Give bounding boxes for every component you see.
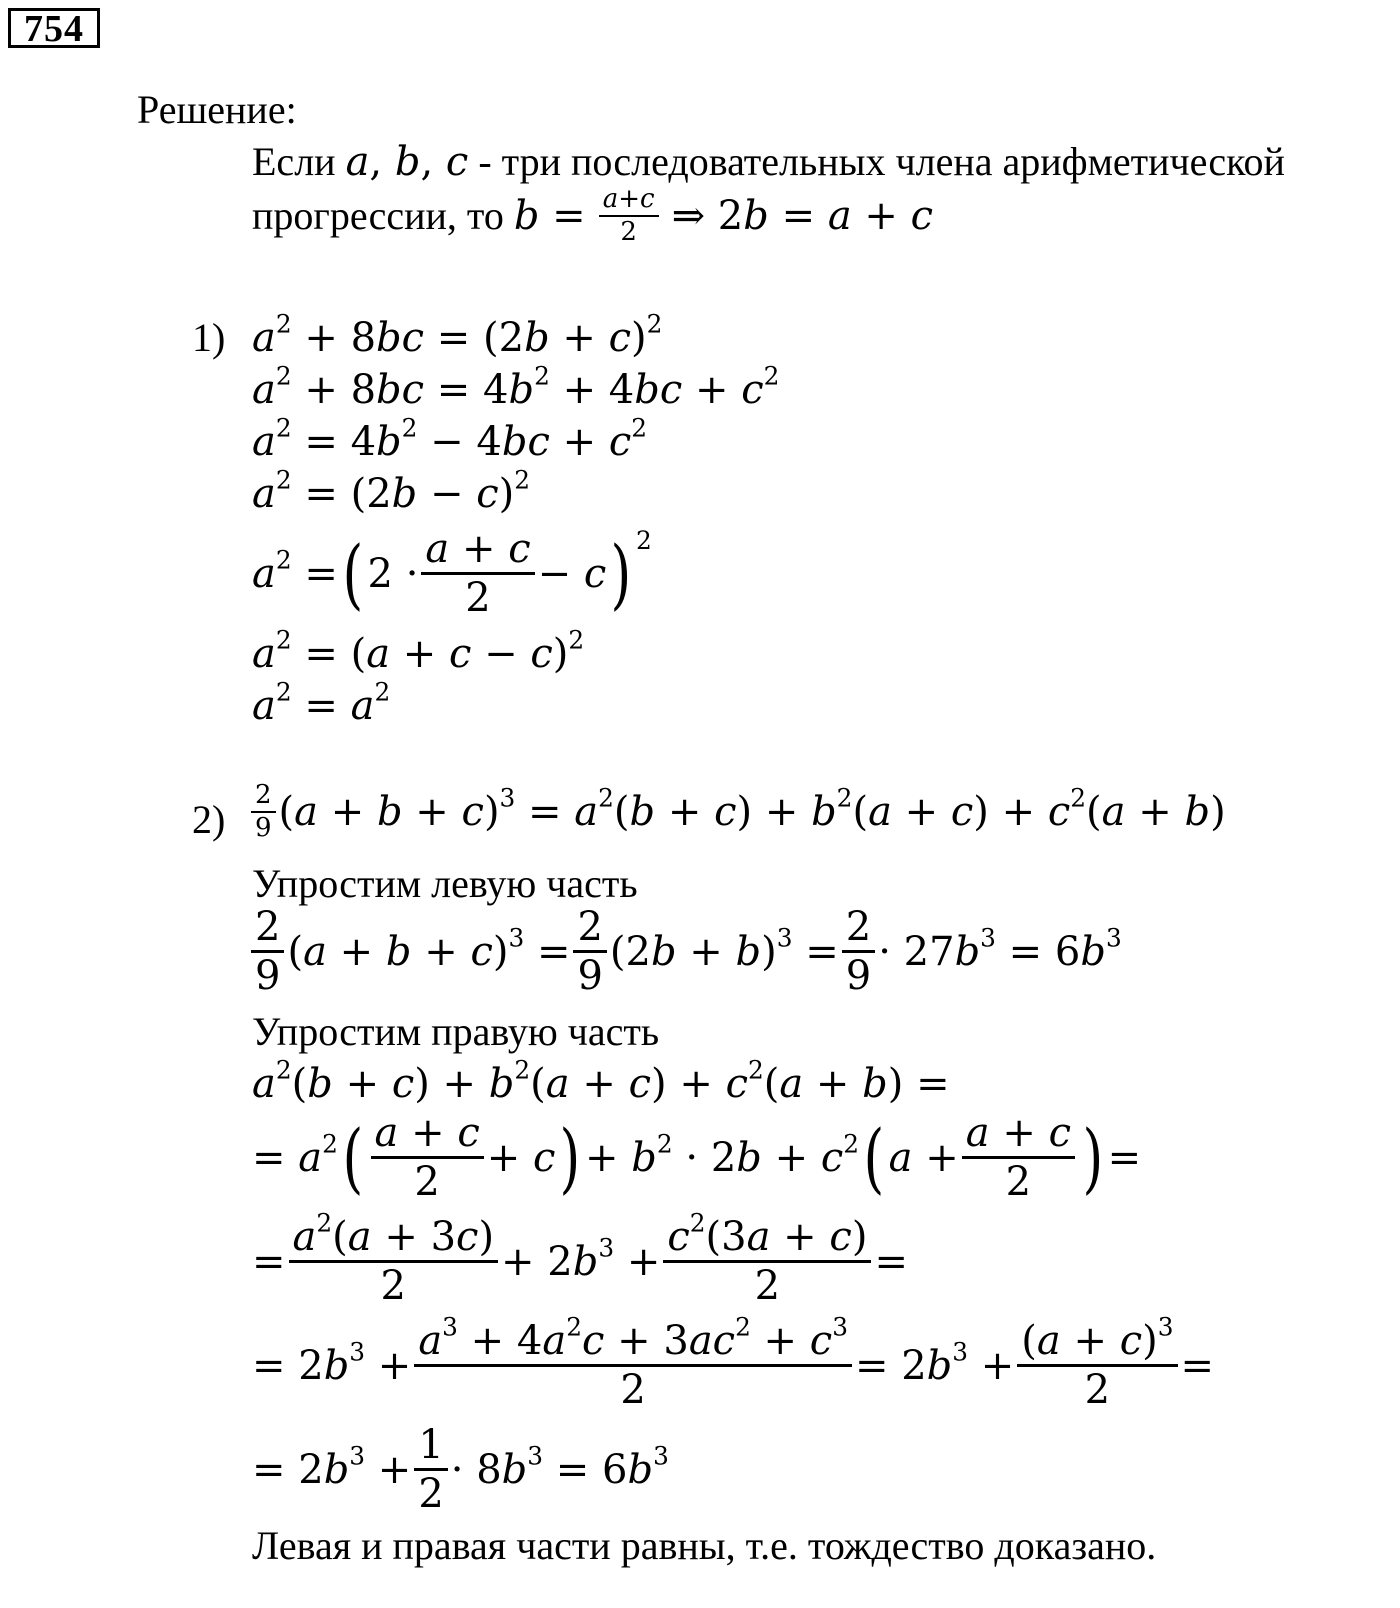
left-side-heading: Упростим левую часть (252, 861, 638, 906)
right-line-5: = $2b^3$ + $\frac{1}{2}$ · $8b^3 = 6b^3$ (252, 1422, 669, 1517)
part1-line-6: $a^2 = (a + c - c)^2$ (252, 625, 585, 677)
part2-label: 2) (192, 797, 226, 842)
right-line-2: = $a^2$( $\frac{a + c}{2}$ + $c) + b^2 \cdot 2b + c^2$( a + $\frac{a + c}{2}$ ) = (252, 1110, 1142, 1205)
part1-label: 1) (192, 315, 226, 360)
part1-line-7: $a^2 = a^2$ (252, 677, 391, 729)
intro-line-2: прогрессии, то b = $\frac{a+c}{2}$ ⇒ 2b = a + c (252, 184, 934, 248)
part1-line-2: $a^2 + 8bc = 4b^2 + 4bc + c^2$ (252, 361, 780, 413)
right-line-4: = $2b^3$ + $\frac{a^3 + 4a^2c + 3ac^2 + c^3}{2}$ = $2b^3$ + $\frac{(a + c)^3}{2}$ = (252, 1312, 1215, 1413)
part1-line-5: $a^2$ =( 2 · $\frac{a + c}{2}$ − c) $^2$ (252, 525, 652, 621)
right-line-3: = $\frac{a^2(a + 3c)}{2}$ + $2b^3$ + $\frac{c^2(3a + c)}{2}$ = (252, 1208, 908, 1309)
left-side-line: $\frac{2}{9}$ $(a + b + c)^3$ = $\frac{2}{9}$ $(2b + b)^3$ = $\frac{2}{9}$ · $27b^3 = 6b^3$ (248, 906, 1122, 997)
conclusion: Левая и правая части равны, т.е. тождество доказано. (252, 1523, 1157, 1568)
intro-line-1: Если a, b, c - три последовательных члена арифметической (252, 139, 1285, 185)
right-side-heading: Упростим правую часть (252, 1009, 660, 1054)
part1-line-4: $a^2 = (2b - c)^2$ (252, 465, 530, 517)
part1-line-1: $a^2 + 8bc = (2b + c)^2$ (252, 309, 663, 361)
part1-line-3: $a^2 = 4b^2 - 4bc + c^2$ (252, 413, 647, 465)
solution-heading: Решение: (137, 87, 297, 132)
intro-line-2-text: прогрессии, то (252, 193, 504, 239)
problem-number: 754 (8, 8, 100, 48)
part2-equation: $\frac{2}{9}$ $(a + b + c)^3 = a^2(b + c) + b^2(a + c) + c^2(a + b)$ (248, 782, 1226, 843)
right-line-1: $a^2(b + c) + b^2(a + c) + c^2(a + b)$ = (252, 1055, 950, 1107)
